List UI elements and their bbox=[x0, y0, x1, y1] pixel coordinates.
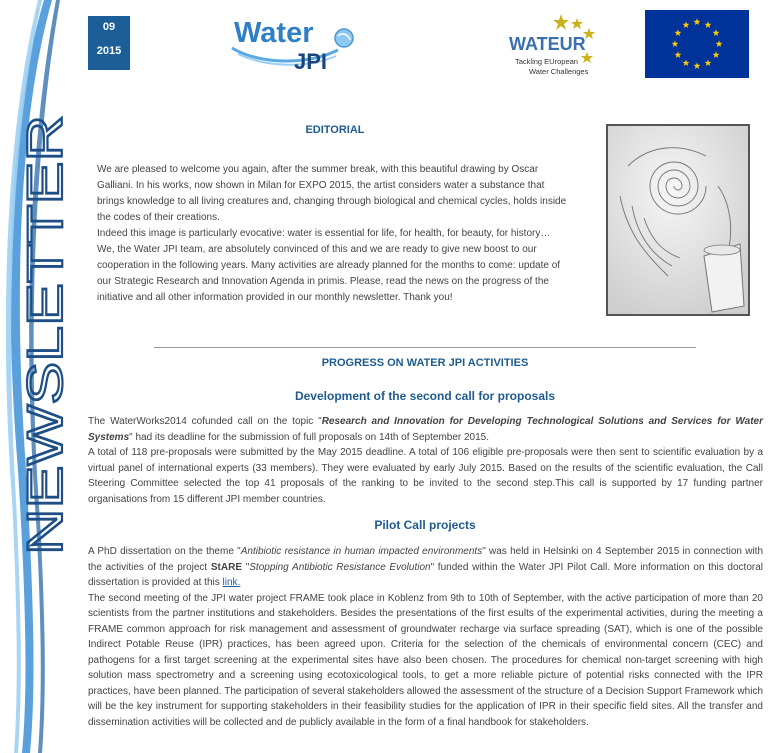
text-run: A PhD dissertation on the theme " bbox=[88, 546, 241, 557]
project-acronym: StARE bbox=[210, 561, 243, 573]
text-run: The WaterWorks2014 cofunded call on the topic " bbox=[88, 416, 322, 427]
text-run: " had its deadline for the submission of full proposals on 14th of September 2015. bbox=[129, 431, 490, 443]
newsletter-vertical-title: NEWSLETTER bbox=[17, 213, 73, 555]
call-topic: Research and Innovation for Developing Technological Solutions and Services for Water Systems bbox=[88, 416, 763, 443]
wateur-logo[interactable] bbox=[505, 12, 610, 80]
text-run: " was held in Helsinki on 4 September 2015 in connection with the activities of the project bbox=[88, 546, 764, 573]
water-jpi-logo[interactable] bbox=[228, 12, 358, 74]
wateur-tagline-2: Water Challenges bbox=[529, 67, 589, 76]
pilot-call-body bbox=[88, 544, 763, 730]
editorial-heading: EDITORIAL bbox=[305, 124, 365, 136]
text-run: " bbox=[242, 561, 250, 573]
editorial-paragraph-3: We, the Water JPI team, are absolutely convinced of this and we are ready to give new boost to our cooperation in the following years. Many activities are already planned for the months to come: update of our Strategic Research and Innovation Agenda in primis. Please, read the news on the progress of the initiative and all other information provided in our monthly newsletter. Thank you! bbox=[97, 244, 561, 303]
pilot-paragraph-2: The second meeting of the JPI water project FRAME took place in Koblenz from 9th to 10th of September, with the active participation of more than 20 scientists from the partner institutions and stakeholders. Besides the presentations of the first esults of the experimental activities, during the meeting a FRAME common approach for risk management and assessment of groundwater recharge via surface spreading (SAT), which is one of the possible Indirect Potable Reuse (IPR) practices, has been agreed upon. Criteria for the selection of the chemicals of environmental concern (CEC) and pathogens for a first target screening at the experimental sites have also been chosen. The procedures for chemical non-target screening with high solution mass spectrometry and a screening using ecotoxicological tools, to get a more reliable picture of potential risks connected with the IPR practices, have been planned. The participation of several stakeholders allowed the assessment of the structure of a Decision Support Framework which will be the key instrument for supporting stakeholders in their feasibility studies for the application of IPR in their specific field sites. All the transfer and dissemination activities will be collected and de publicly available in the form of a final handbook for stakeholders. bbox=[88, 592, 763, 728]
pilot-paragraph-1 bbox=[88, 544, 763, 591]
progress-heading: PROGRESS ON WATER JPI ACTIVITIES bbox=[321, 357, 529, 369]
wateur-logo-word: WATEUR bbox=[509, 34, 586, 54]
dissertation-link[interactable]: link. bbox=[222, 577, 241, 588]
issue-year: 2015 bbox=[96, 45, 122, 57]
water-jpi-logo-jpi: JPI bbox=[294, 49, 328, 74]
wateur-tagline-1: Tackling EUropean bbox=[515, 57, 578, 66]
development-body bbox=[88, 414, 763, 507]
dissertation-theme: Antibiotic resistance in human impacted environments bbox=[240, 546, 483, 557]
water-jpi-logo-word: Water bbox=[234, 17, 314, 49]
editorial-paragraph-1: We are pleased to welcome you again, after the summer break, with this beautiful drawing by Oscar Galliani. In his works, now shown in Milan for EXPO 2015, the artist considers water a substance that brings knowledge to all living creatures and, changing through biological and chemical cycles, holds inside the codes of their creations. bbox=[97, 164, 567, 223]
eu-flag-icon bbox=[645, 10, 749, 78]
issue-month: 09 bbox=[102, 21, 116, 33]
text-run: " funded within the Water JPI Pilot Call. More information on this doctoral dissertation is provided at this bbox=[88, 561, 764, 588]
section-divider bbox=[154, 347, 696, 348]
development-paragraph-1 bbox=[88, 414, 763, 445]
editorial-paragraph-2: Indeed this image is particularly evocative: water is essential for life, for health, for beauty, for history… bbox=[97, 228, 551, 239]
sidebar-newsletter-banner bbox=[0, 0, 80, 753]
development-heading: Development of the second call for proposals bbox=[294, 389, 556, 403]
editorial-body bbox=[97, 162, 572, 306]
editorial-artwork-image bbox=[606, 124, 750, 316]
pilot-call-heading: Pilot Call projects bbox=[374, 518, 476, 532]
development-paragraph-2: A total of 118 pre-proposals were submitted by the May 2015 deadline. A total of 106 eligible pre-proposals were then sent to scientific evaluation by a virtual panel of international experts (33 members). They were evaluated by early July 2015. Based on the results of the scientific evaluation, the Call Steering Committee selected the top 41 proposals of the ranking to be invited to the second step.This call is supported by 17 funding partner organisations from 15 different JPI member countries. bbox=[88, 447, 763, 505]
issue-date-box bbox=[88, 16, 130, 70]
project-full-name: Stopping Antibiotic Resistance Evolution bbox=[249, 561, 431, 573]
